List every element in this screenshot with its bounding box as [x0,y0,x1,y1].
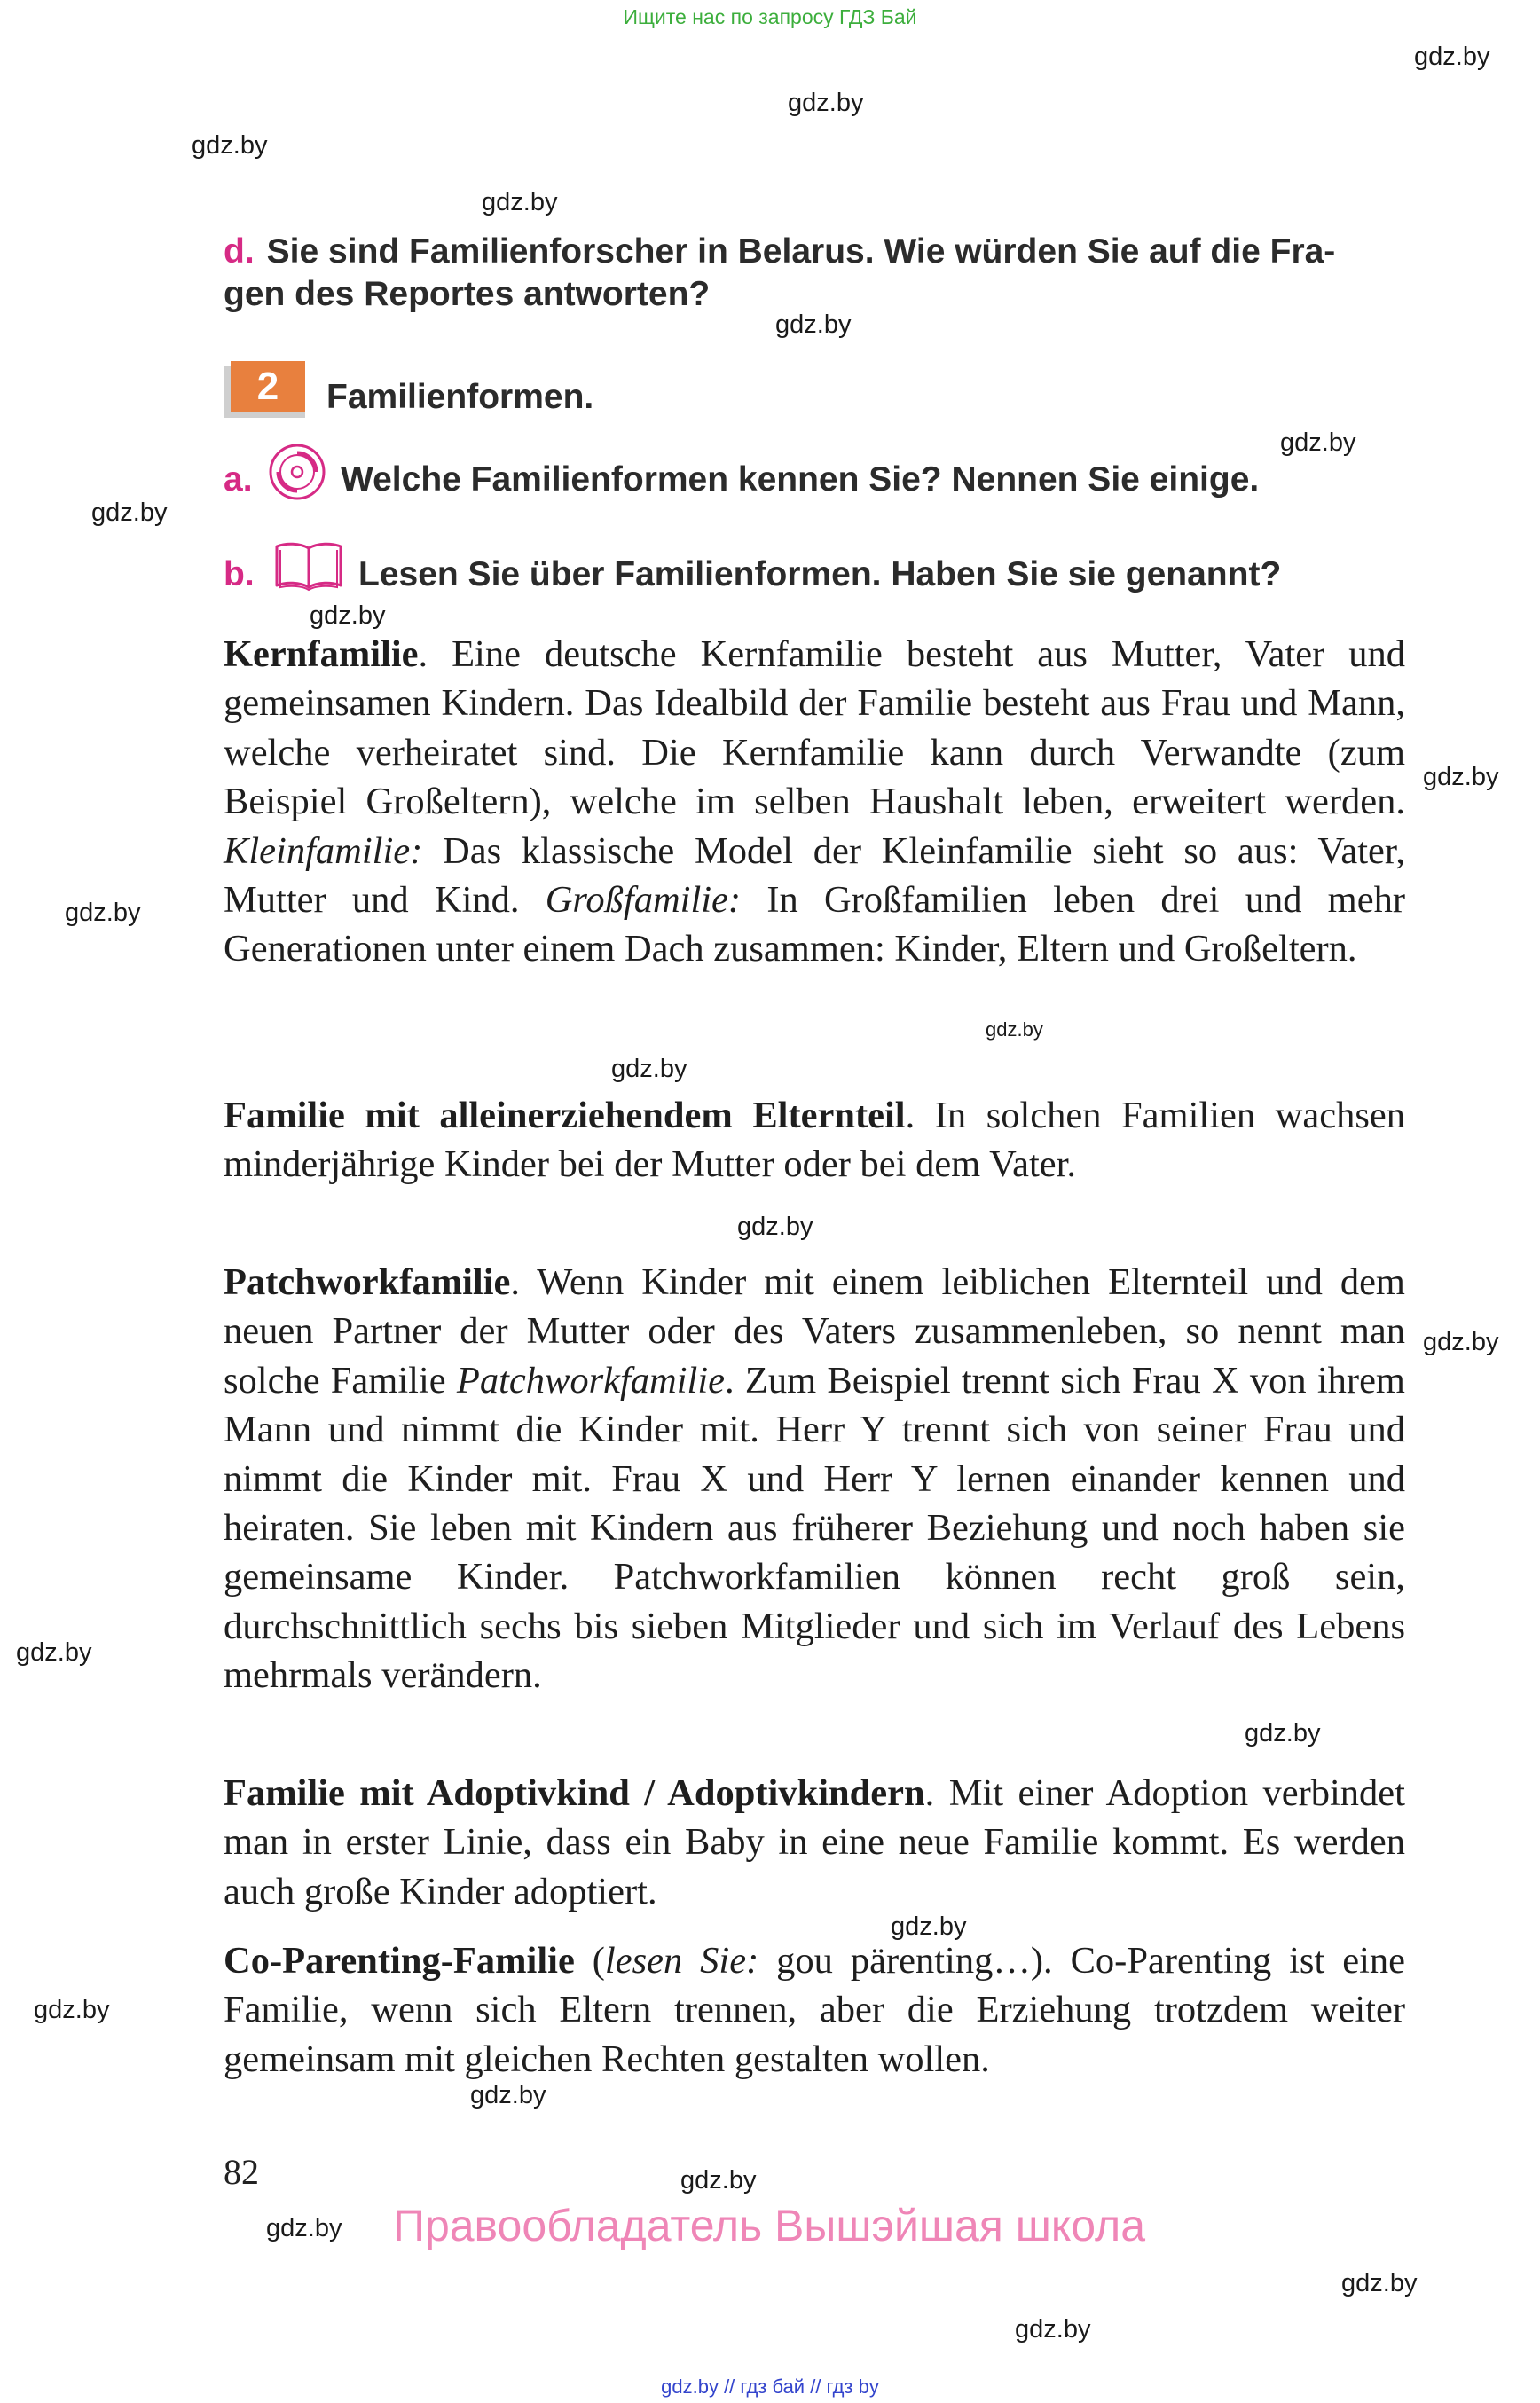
watermark: gdz.by [1423,1328,1499,1356]
watermark: gdz.by [788,89,864,117]
watermark: gdz.by [65,899,141,927]
watermark: gdz.by [1423,763,1499,791]
watermark: gdz.by [91,499,168,527]
watermark: gdz.by [482,188,558,216]
term-alleinerziehend: Familie mit alleinerziehendem Elternteil [224,1095,906,1136]
paragraph-alleinerziehend [224,1091,1405,1190]
watermark: gdz.by [775,310,852,339]
watermark: gdz.by [34,1996,110,2024]
paragraph-text: Das klassische Model der Kleinfamilie sieht so aus: Vater, Mutter und Kind. [224,829,1405,922]
paragraph-kernfamilie [224,630,1405,974]
watermark: gdz.by [680,2166,757,2195]
paragraph-text: gou pärenting…). Co-Parenting ist eine Familie, wenn sich Eltern trennen, aber die Erziehung trotzdem weiter gemeinsam mit gleichen Rechten gestalten wollen. [224,1940,1405,2080]
watermark: gdz.by [16,1638,92,1667]
watermark: gdz.by [1414,43,1490,71]
watermark: gdz.by [266,2214,342,2242]
watermark: gdz.by [737,1213,813,1241]
task-a [224,459,265,501]
paragraph-co-parenting [224,1936,1405,2084]
task-text: Sie sind Familienforscher in Belarus. Wie würden Sie auf die Fra- [266,232,1336,271]
watermark: gdz.by [891,1912,967,1941]
open-book-icon [273,539,344,593]
page-number: 82 [224,2152,259,2192]
term-kernfamilie: Kernfamilie [224,633,419,675]
watermark: gdz.by [192,131,268,160]
cd-audio-icon [268,443,326,501]
watermark: gdz.by [470,2081,546,2109]
paragraph-text: . Wenn Kinder mit einem leiblichen Elternteil und dem neuen Partner der Mutter oder des Vaters zusammenleben, so nennt man solche Familie [224,1261,1405,1402]
term-grossfamilie: Großfamilie: [545,879,742,922]
paragraph-text: . Eine deutsche Kernfamilie besteht aus Mutter, Vater und gemeinsamen Kindern. Das Idealbild der Familie besteht aus Frau und Mann, welche verheiratet sind. Die Kernfamilie kann durch Verwandte (zum Beispiel Großeltern), welche im selben Haushalt leben, erweitert werden. [224,633,1405,823]
paragraph-text: . Zum Beispiel trennt sich Frau X von ihrem Mann und nimmt die Kinder mit. Herr Y trennt sich von seiner Frau und nimmt die Kinder mit. Frau X und Herr Y lernen einander kennen und heiraten. Sie leben mit Kindern aus früherer Beziehung und noch haben sie gemeinsame Kinder. Patchworkfamilien können recht groß sein, durchschnittlich sechs bis sieben Mitglieder und sich im Verlauf des Lebens mehrmals verändern. [224,1359,1405,1697]
term-adoptivkind: Familie mit Adoptivkind / Adoptivkindern [224,1772,925,1814]
watermark: gdz.by [1341,2269,1418,2297]
paragraph-text: In Großfamilien leben drei und mehr Generationen unter einem Dach zusammen: Kinder, Eltern und Großeltern. [224,879,1406,970]
paragraph-adoptivkind [224,1769,1405,1916]
exercise-number: 2 [231,361,305,412]
task-text: gen des Reportes antworten? [224,275,711,313]
watermark: gdz.by [611,1055,688,1083]
task-a-text: Welche Familienformen kennen Sie? Nennen Sie einige. [341,460,1260,499]
term-kleinfamilie: Kleinfamilie: [224,829,423,872]
paragraph-text: . Mit einer Adoption verbindet man in erster Linie, dass ein Baby in eine neue Familie kommt. Es werden auch große Kinder adoptiert. [224,1772,1405,1912]
task-letter: b. [224,555,255,593]
paragraph-text: ( [574,1940,605,1982]
paragraph-patchworkfamilie [224,1258,1405,1700]
pronunciation-hint: lesen Sie: [604,1940,759,1982]
header-search-note: Ищите нас по запросу ГДЗ Бай [623,5,917,28]
exercise-title: Familienformen. [326,378,594,416]
footer-note: gdz.by // гдз бай // гдз by [661,2376,879,2398]
watermark: gdz.by [1015,2315,1091,2344]
watermark: gdz.by [1280,428,1356,457]
task-letter: a. [224,460,253,499]
task-b-text: Lesen Sie über Familienformen. Haben Sie sie genannt? [358,555,1282,593]
term-co-parenting: Co-Parenting-Familie [224,1940,575,1982]
task-letter: d. [224,232,255,271]
exercise-number-badge [224,361,305,418]
watermark: gdz.by [1245,1719,1321,1747]
term-patchworkfamilie-italic: Patchworkfamilie [456,1359,726,1402]
watermark: gdz.by [310,601,386,630]
rights-holder: Правообладатель Вышэйшая школа [393,2201,1145,2250]
term-patchworkfamilie: Patchworkfamilie [224,1261,511,1303]
watermark: gdz.by [986,1018,1043,1041]
task-b [224,554,267,596]
paragraph-text: . In solchen Familien wachsen minderjährige Kinder bei der Mutter oder bei dem Vater. [224,1095,1405,1186]
task-d [224,231,1412,316]
